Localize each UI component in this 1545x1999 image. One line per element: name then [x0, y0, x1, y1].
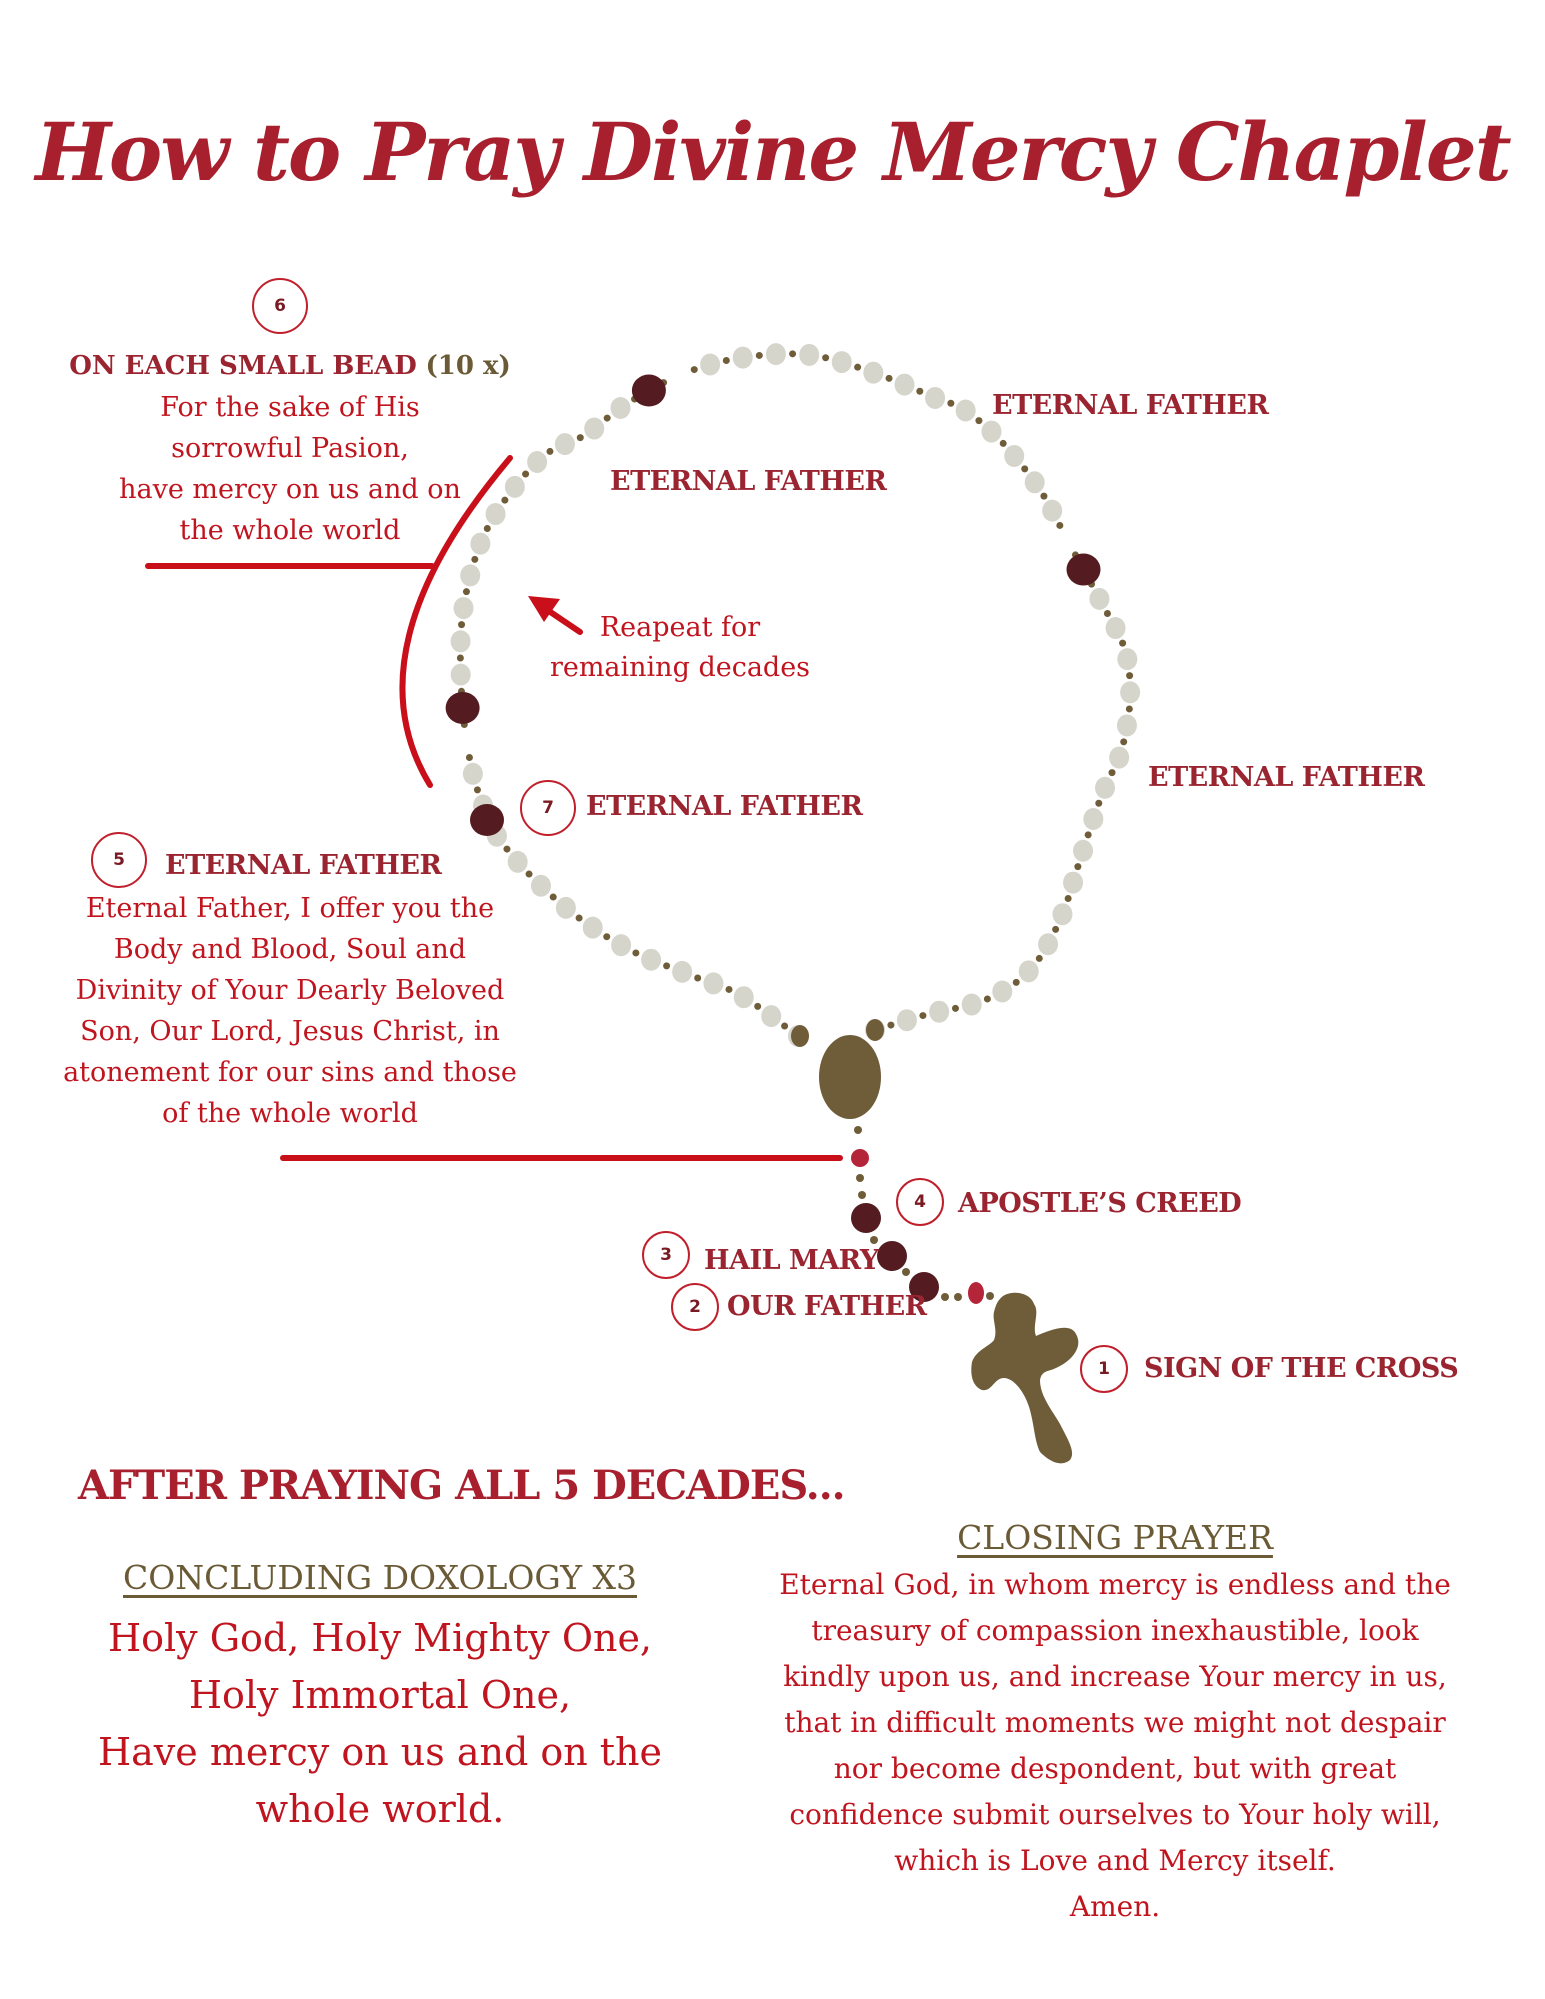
small-bead [531, 875, 551, 897]
small-bead [641, 949, 661, 971]
small-bead [799, 344, 819, 366]
eternal-father-prayer [50, 888, 530, 1134]
chain-link [550, 894, 557, 901]
chain-link [603, 933, 610, 940]
pendant-dark-bead [851, 1203, 881, 1233]
small-bead-prayer-line: For the sake of His [160, 392, 420, 423]
crucifix [971, 1293, 1078, 1464]
chain-link [694, 974, 701, 981]
step-label-hail-mary: HAIL MARY [704, 1245, 879, 1276]
small-bead [1117, 648, 1137, 670]
chain-link [471, 556, 478, 563]
chain-link [887, 1022, 894, 1029]
eternal-father-prayer-line: Eternal Father, I offer you the [85, 893, 495, 924]
doxology-line: whole world. [255, 1787, 505, 1831]
doxology-text [60, 1610, 700, 1838]
chain-link [781, 1023, 788, 1030]
chain-link [916, 388, 923, 395]
chain-link [1126, 705, 1133, 712]
small-bead [1019, 960, 1039, 982]
repeat-note [540, 608, 820, 688]
small-bead [584, 418, 604, 440]
small-bead [734, 986, 754, 1008]
pendant-red-bead [968, 1282, 984, 1304]
chain-link [726, 986, 733, 993]
small-bead [1109, 747, 1129, 769]
step-number-4: 4 [896, 1178, 944, 1226]
chain-link [457, 654, 464, 661]
closing-prayer-line: kindly upon us, and increase Your mercy in us, [783, 1660, 1447, 1693]
chain-link [1013, 979, 1020, 986]
eternal-father-prayer-line: Son, Our Lord, Jesus Christ, in [80, 1016, 500, 1047]
chain-link [952, 1005, 959, 1012]
pendant-dark-bead [877, 1241, 907, 1271]
small-bead [463, 763, 483, 785]
small-bead [1089, 588, 1109, 610]
small-bead [897, 1009, 917, 1031]
small-bead [1052, 903, 1072, 925]
chain-link [526, 871, 533, 878]
chain-link [576, 915, 583, 922]
closing-prayer-line: Eternal God, in whom mercy is endless and the [779, 1568, 1451, 1601]
connector-bead [866, 1019, 884, 1041]
small-bead [451, 664, 471, 686]
chain-link [1085, 831, 1092, 838]
small-bead [929, 1001, 949, 1023]
eternal-father-prayer-line: Divinity of Your Dearly Beloved [75, 975, 505, 1006]
closing-prayer-text [735, 1562, 1495, 1930]
small-bead [672, 961, 692, 983]
small-bead [1042, 500, 1062, 522]
bead-label-right: ETERNAL FATHER [1148, 762, 1425, 793]
closing-prayer-line: confidence submit ourselves to Your holy will, [789, 1798, 1441, 1831]
chain-link [919, 1012, 926, 1019]
pendant-dot [858, 1191, 866, 1199]
small-bead [583, 917, 603, 939]
medal-link [854, 1126, 862, 1134]
small-bead [1025, 471, 1045, 493]
small-bead [1073, 840, 1093, 862]
small-bead [610, 397, 630, 419]
eternal-father-prayer-line: atonement for our sins and those [63, 1057, 517, 1088]
page-title: How to Pray Divine Mercy Chaplet [35, 105, 1510, 199]
closing-prayer-line: treasury of compassion inexhaustible, look [811, 1614, 1419, 1647]
after-decades-heading: AFTER PRAYING ALL 5 DECADES... [78, 1462, 845, 1509]
small-bead [451, 630, 471, 652]
small-bead [1095, 777, 1115, 799]
doxology-line: Holy God, Holy Mighty One, [107, 1616, 653, 1660]
step-number-3: 3 [642, 1231, 690, 1279]
small-bead-prayer-line: the whole world [179, 515, 401, 546]
chain-link [1052, 926, 1059, 933]
chain-link [984, 995, 991, 1002]
small-bead [766, 343, 786, 365]
small-bead [1120, 681, 1140, 703]
small-bead [956, 400, 976, 422]
chain-link [854, 364, 861, 371]
chain-link [947, 400, 954, 407]
chain-link [1119, 640, 1126, 647]
connector-bead [791, 1025, 809, 1047]
chain-link [463, 588, 470, 595]
pendant-dot [902, 1268, 910, 1276]
pendant-dot [941, 1293, 949, 1301]
small-bead-prayer-line: have mercy on us and on [119, 474, 461, 505]
small-bead [460, 564, 480, 586]
small-bead [1038, 933, 1058, 955]
pendant-dot [954, 1293, 962, 1301]
small-bead [992, 980, 1012, 1002]
small-bead [832, 351, 852, 373]
small-bead [981, 421, 1001, 443]
chain-link [577, 434, 584, 441]
chain-link [886, 375, 893, 382]
chain-link [1040, 493, 1047, 500]
small-bead [925, 387, 945, 409]
small-bead-instructions [40, 345, 540, 551]
small-bead [863, 362, 883, 384]
doxology-heading: CONCLUDING DOXOLOGY X3 [123, 1558, 637, 1597]
small-bead [1106, 617, 1126, 639]
bead-label-top-left: ETERNAL FATHER [610, 466, 887, 497]
small-bead [508, 851, 528, 873]
chain-link [466, 754, 473, 761]
repeat-note-line: remaining decades [549, 652, 811, 683]
large-bead [1067, 554, 1101, 586]
small-bead [1063, 872, 1083, 894]
chain-link [663, 962, 670, 969]
small-bead-prayer-line: sorrowful Pasion, [171, 433, 409, 464]
step-number-1: 1 [1080, 1345, 1128, 1393]
eternal-father-prayer-line: of the whole world [162, 1098, 418, 1129]
small-bead [1083, 808, 1103, 830]
small-bead [555, 433, 575, 455]
small-bead-count: (10 x) [425, 351, 511, 381]
small-bead [1117, 714, 1137, 736]
step-label-eternal-father-7: ETERNAL FATHER [586, 791, 863, 822]
step-number-7: 7 [520, 780, 576, 836]
chain-link [604, 415, 611, 422]
repeat-note-line: Reapeat for [599, 612, 761, 643]
doxology-line: Have mercy on us and on the [97, 1730, 663, 1774]
step-number-2: 2 [671, 1283, 719, 1331]
small-bead [700, 354, 720, 376]
closing-prayer-line: nor become despondent, but with great [833, 1752, 1397, 1785]
large-bead [446, 692, 480, 724]
chain-link [1000, 440, 1007, 447]
chain-link [756, 352, 763, 359]
closing-prayer-line: Amen. [1069, 1890, 1161, 1923]
small-bead [454, 597, 474, 619]
pendant-dot [870, 1236, 878, 1244]
chain-link [1126, 672, 1133, 679]
chain-link [822, 354, 829, 361]
pendant-small-bead [851, 1149, 869, 1167]
chain-link [1021, 465, 1028, 472]
small-bead [1004, 445, 1024, 467]
chain-link [789, 350, 796, 357]
chain-link [1095, 800, 1102, 807]
step-label-eternal-father-5: ETERNAL FATHER [165, 850, 442, 881]
doxology-line: Holy Immortal One, [188, 1673, 572, 1717]
eternal-father-prayer-line: Body and Blood, Soul and [113, 934, 467, 965]
chain-link [691, 366, 698, 373]
step-label-sign-of-cross: SIGN OF THE CROSS [1144, 1353, 1459, 1384]
chain-link [1109, 769, 1116, 776]
bead-label-top-right: ETERNAL FATHER [992, 390, 1269, 421]
chain-link [458, 621, 465, 628]
step-number-5: 5 [91, 832, 147, 888]
chain-link [723, 357, 730, 364]
chain-link [503, 846, 510, 853]
closing-prayer-line: which is Love and Mercy itself. [894, 1844, 1336, 1877]
pendant-dot [856, 1174, 864, 1182]
chain-link [1074, 863, 1081, 870]
chain-link [1104, 610, 1111, 617]
chain-link [1065, 895, 1072, 902]
chain-link [632, 949, 639, 956]
chain-link [474, 786, 481, 793]
small-bead [895, 374, 915, 396]
pendant-dot [986, 1292, 994, 1300]
small-bead [611, 934, 631, 956]
step-label-our-father: OUR FATHER [727, 1291, 927, 1322]
chain-link [1120, 738, 1127, 745]
closing-prayer-heading: CLOSING PRAYER [957, 1518, 1273, 1557]
chain-link [1056, 522, 1063, 529]
chain-link [1036, 955, 1043, 962]
center-medal [819, 1035, 881, 1119]
large-bead [470, 804, 504, 836]
chain-link [754, 1003, 761, 1010]
step-number-6: 6 [252, 278, 308, 334]
small-bead [733, 347, 753, 369]
small-bead [556, 897, 576, 919]
step-label-apostles-creed: APOSTLE’S CREED [958, 1188, 1242, 1219]
large-bead [632, 375, 666, 407]
small-bead [761, 1005, 781, 1027]
small-bead-heading: ON EACH SMALL BEAD [69, 351, 417, 381]
closing-prayer-line: that in difficult moments we might not despair [784, 1706, 1446, 1739]
chain-link [546, 448, 553, 455]
chain-link [975, 417, 982, 424]
small-bead [703, 972, 723, 994]
small-bead [962, 994, 982, 1016]
